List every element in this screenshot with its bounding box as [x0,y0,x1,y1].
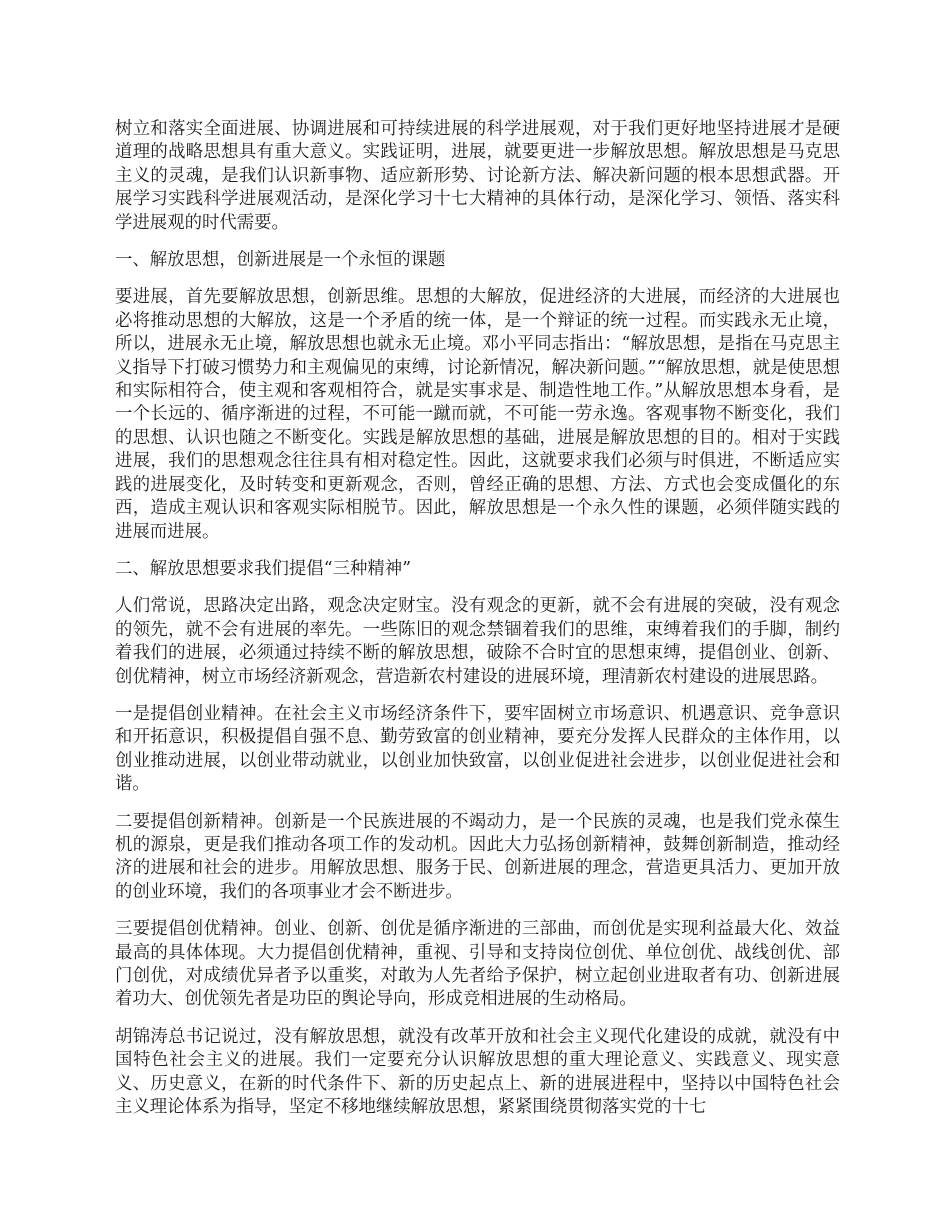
section-heading-1: 一、解放思想，创新进展是一个永恒的课题 [115,250,446,271]
entrepreneurship-paragraph: 一是提倡创业精神。在社会主义市场经济条件下，要牢固树立市场意识、机遇意识、竞争意识和开拓意识，积极提倡自强不息、勤劳致富的创业精神，要充分发挥人民群众的主体作用，以创业推动进展，以创业带动就业，以创业加快致富，以创业促进社会进步，以创业促进社会和谐。 [115,703,840,795]
document-page [115,118,840,1218]
intro-paragraph: 树立和落实全面进展、协调进展和可持续进展的科学进展观，对于我们更好地坚持进展才是硬道理的战略思想具有重大意义。实践证明，进展，就要更进一步解放思想。解放思想是马克思主义的灵魂，是我们认识新事物、适应新形势、讨论新方法、解决新问题的根本思想武器。开展学习实践科学进展观活动，是深化学习十七大精神的具体行动，是深化学习、领悟、落实科学进展观的时代需要。 [115,119,840,233]
innovation-paragraph: 二要提倡创新精神。创新是一个民族进展的不竭动力，是一个民族的灵魂，也是我们党永葆生机的源泉，更是我们推动各项工作的发动机。因此大力弘扬创新精神，鼓舞创新制造，推动经济的进展和社会的进步。用解放思想、服务于民、创新进展的理念，营造更具活力、更加开放的创业环境，我们的各项事业才会不断进步。 [115,811,840,902]
section-1-paragraph: 要进展，首先要解放思想，创新思维。思想的大解放，促进经济的大进展，而经济的大进展也必将推动思想的大解放，这是一个矛盾的统一体，是一个辩证的统一过程。而实践永无止境，所以，进展永无止境，解放思想也就永无止境。邓小平同志指出：“解放思想，是指在马克思主义指导下打破习惯势力和主观偏见的束缚，讨论新情况，解决新问题。”“解放思想，就是使思想和实际相符合，使主观和客观相符合，就是实事求是、制造性地工作。”从解放思想本身看，是一个长远的、循序渐进的过程，不可能一蹴而就，不可能一劳永逸。客观事物不断变化，我们的思想、认识也随之不断变化。实践是解放思想的基础，进展是解放思想的目的。相对于实践进展，我们的思想观念往往具有相对稳定性。因此，这就要求我们必须与时俱进，不断适应实践的进展变化，及时转变和更新观念，否则，曾经正确的思想、方法、方式也会变成僵化的东西，造成主观认识和客观实际相脱节。因此，解放思想是一个永久性的课题，必须伴随实践的进展而进展。 [115,287,840,542]
closing-paragraph: 胡锦涛总书记说过，没有解放思想，就没有改革开放和社会主义现代化建设的成就，就没有中国特色社会主义的进展。我们一定要充分认识解放思想的重大理论意义、实践意义、现实意义、历史意义，在新的时代条件下、新的历史起点上、新的进展进程中，坚持以中国特色社会主义理论体系为指导，坚定不移地继续解放思想，紧紧围绕贯彻落实党的十七 [115,1026,840,1118]
excellence-paragraph: 三要提倡创优精神。创业、创新、创优是循序渐进的三部曲，而创优是实现利益最大化、效益最高的具体体现。大力提倡创优精神，重视、引导和支持岗位创优、单位创优、战线创优、部门创优，对成绩优异者予以重奖，对敢为人先者给予保护，树立起创业进取者有功、创新进展着功大、创优领先者是功臣的舆论导向，形成竞相进展的生动格局。 [115,919,840,1010]
section-2-paragraph: 人们常说，思路决定出路，观念决定财宝。没有观念的更新，就不会有进展的突破，没有观念的领先，就不会有进展的率先。一些陈旧的观念禁锢着我们的思维，束缚着我们的手脚，制约着我们的进展，必须通过持续不断的解放思想，破除不合时宜的思想束缚，提倡创业、创新、创优精神，树立市场经济新观念，营造新农村建设的进展环境，理清新农村建设的进展思路。 [115,596,840,687]
section-heading-2: 二、解放思想要求我们提倡“三种精神” [115,558,412,579]
